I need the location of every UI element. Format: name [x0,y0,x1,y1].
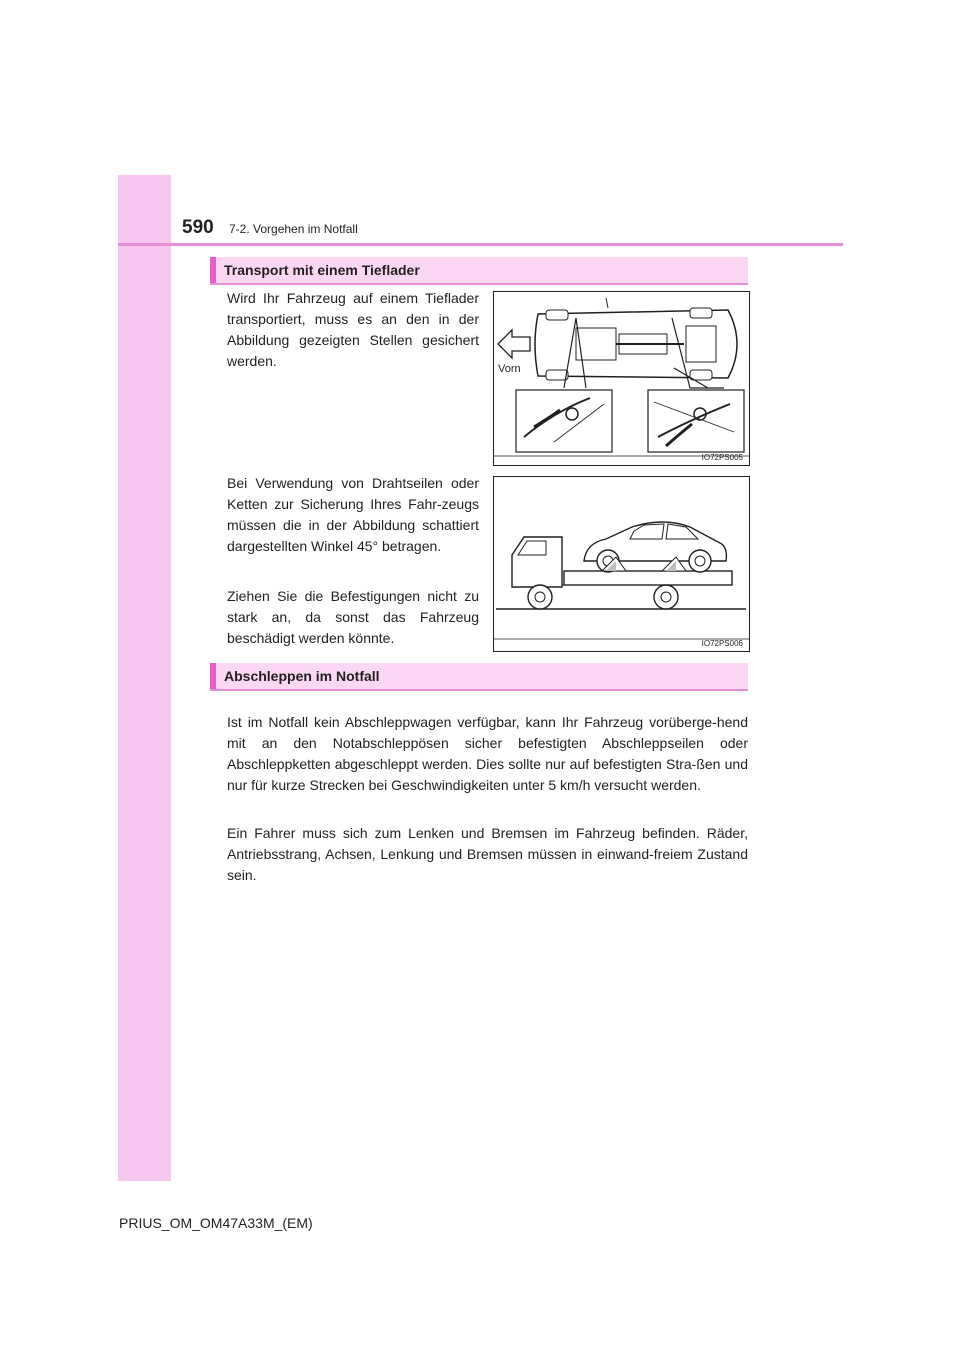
figure-code: IO72PS006 [701,639,743,648]
figure-code: IO72PS005 [701,453,743,462]
section-heading-transport [210,257,748,285]
section-heading-label: Transport mit einem Tieflader [224,262,420,278]
section-heading-emergency-towing [210,663,748,691]
section-heading-label: Abschleppen im Notfall [224,668,380,684]
heading-marker [210,663,216,689]
paragraph-driver-requirement: Ein Fahrer muss sich zum Lenken und Bremsen im Fahrzeug befinden. Räder, Antriebsstrang, Achsen, Lenkung und Bremsen müssen in einwand-freiem Zustand sein. [227,825,748,883]
front-label: Vorn [498,363,521,375]
header-divider [118,243,843,246]
paragraph-emergency-towing: Ist im Notfall kein Abschleppwagen verfügbar, kann Ihr Fahrzeug vorüberge-hend mit an den Notabschleppösen sicher befestigten Abschleppseilen oder Abschleppketten abgeschleppt werden. Dies sollte nur auf befestigten Stra-ßen und nur für kurze Strecken bei Geschwindigkeiten unter 5 km/h versucht werden. [227,714,748,793]
page-number: 590 [182,217,214,238]
footer-document-code: PRIUS_OM_OM47A33M_(EM) [119,1215,313,1231]
truck-transport-illustration [494,477,749,651]
side-tab-strip [118,175,171,1181]
chapter-title: 7-2. Vorgehen im Notfall [229,222,358,236]
paragraph-tighten-warning: Ziehen Sie die Befestigungen nicht zu stark an, da sonst das Fahrzeug beschädigt werden könnte. [227,588,479,646]
paragraph-wire-angle: Bei Verwendung von Drahtseilen oder Ketten zur Sicherung Ihres Fahr-zeugs müssen die in der Abbildung schattiert dargestellten Winkel 45° betragen. [227,475,479,554]
figure-tie-down-points [493,291,750,466]
car-underside-illustration [494,292,749,465]
heading-marker [210,257,216,283]
paragraph-transport-intro: Wird Ihr Fahrzeug auf einem Tieflader transportiert, muss es an den in der Abbildung gezeigten Stellen gesichert werden. [227,290,479,369]
figure-car-on-truck [493,476,750,652]
